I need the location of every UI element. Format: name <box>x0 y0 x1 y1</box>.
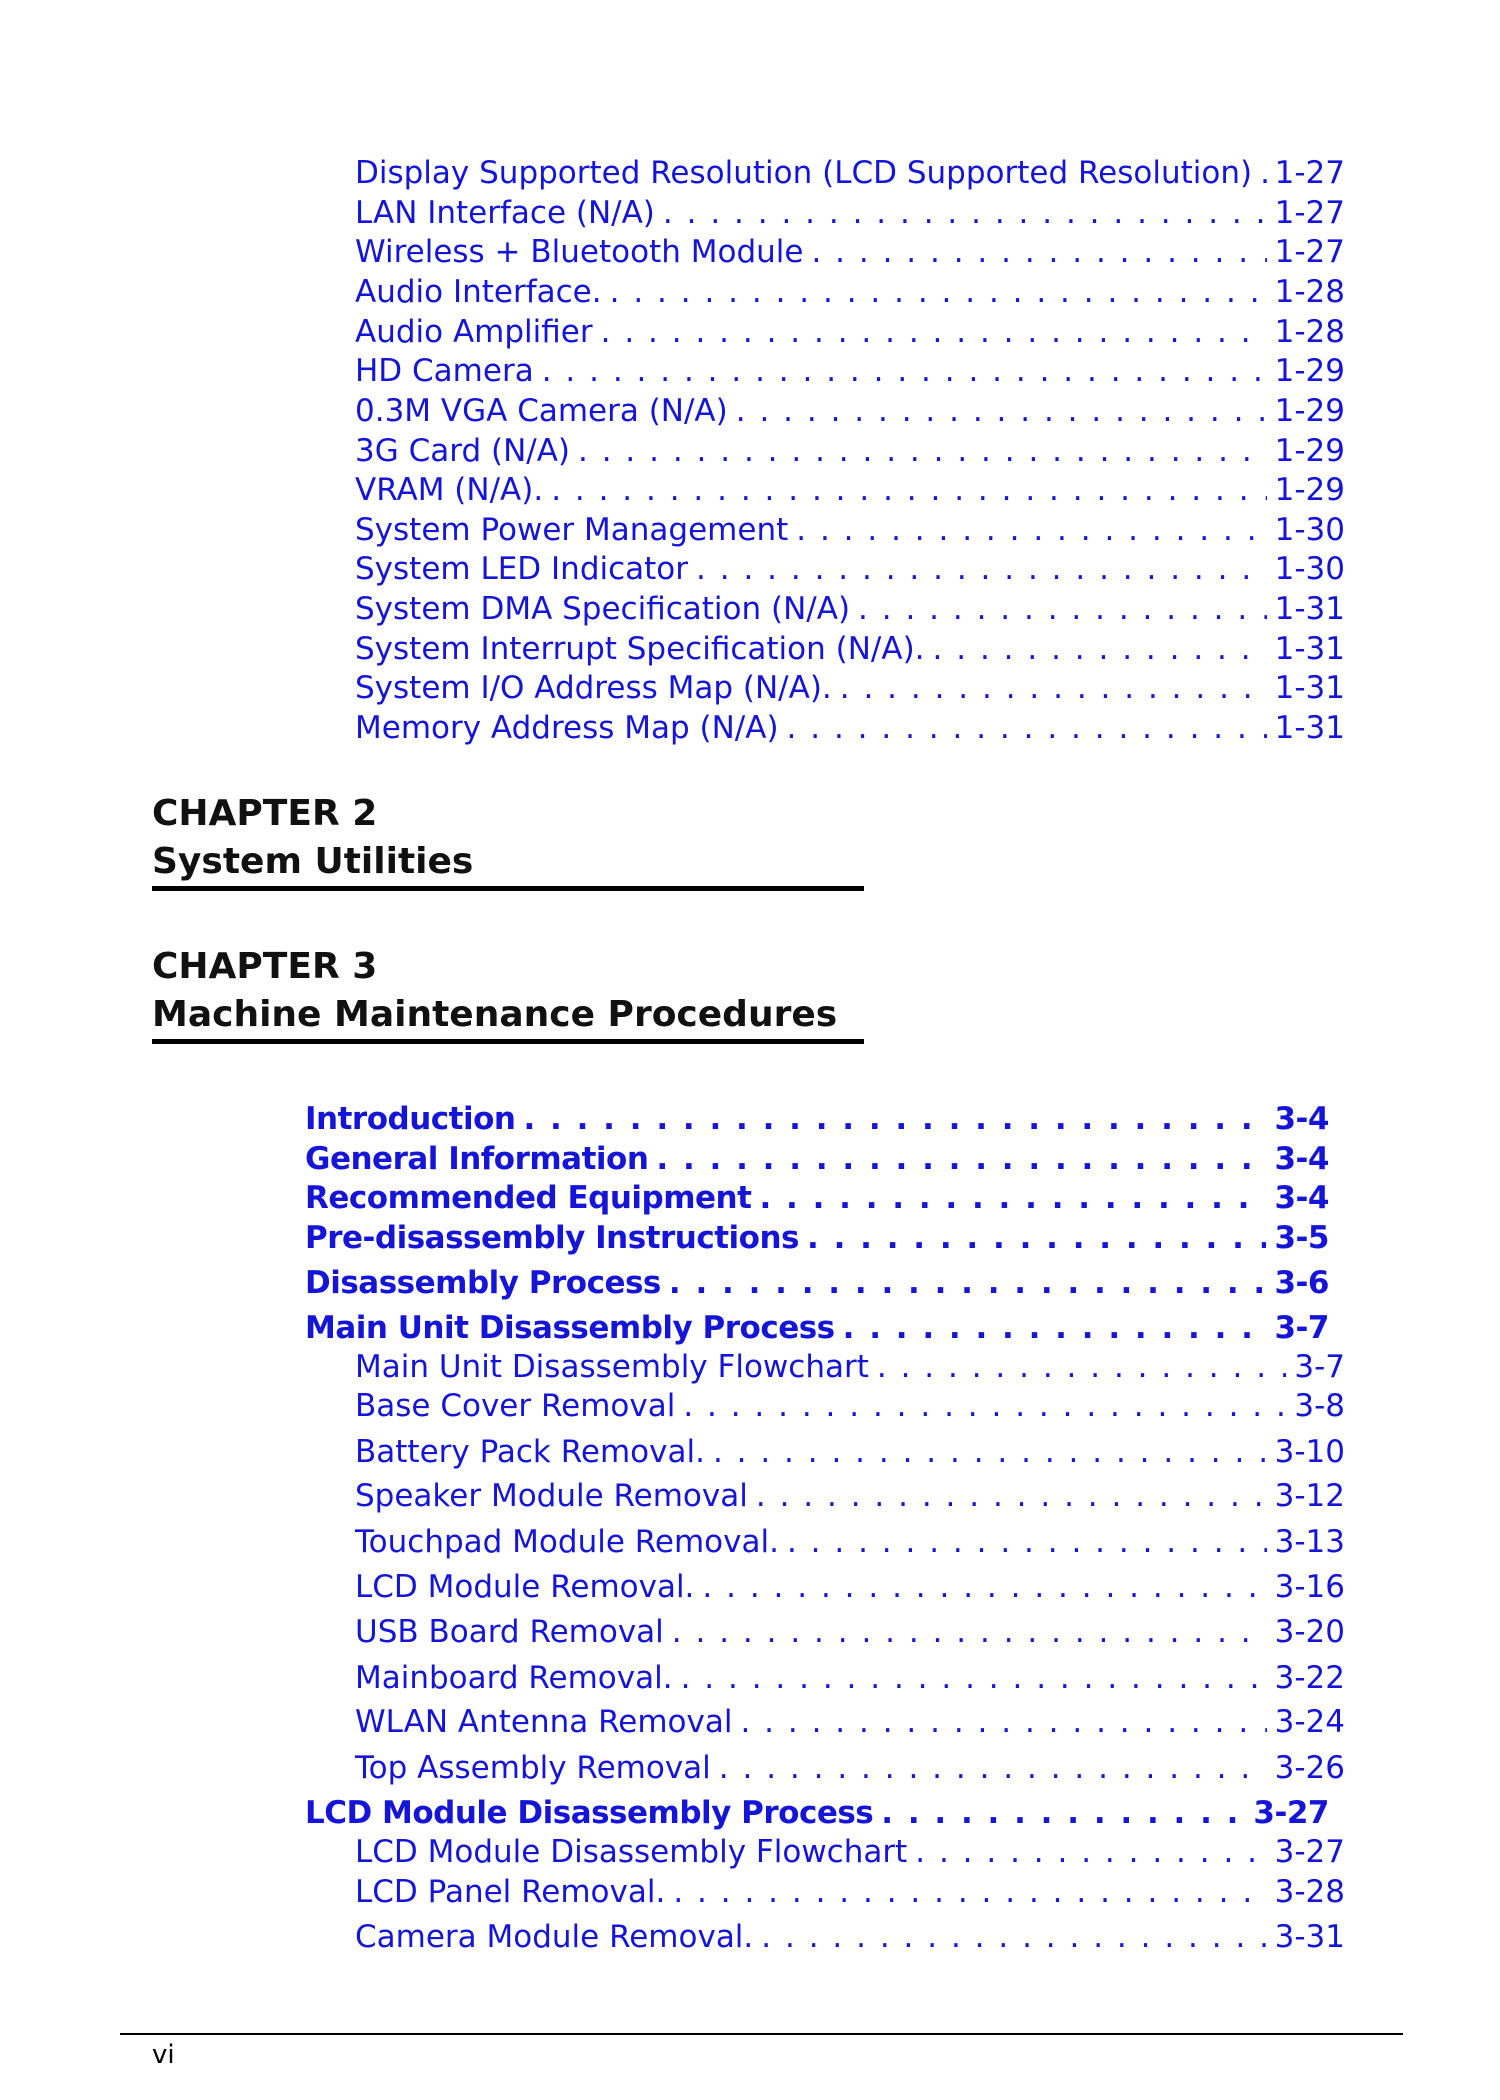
toc-dot-leader <box>787 708 1267 748</box>
toc-entry-title[interactable]: Main Unit Disassembly Flowchart <box>355 1349 869 1385</box>
toc-entry[interactable] <box>355 1522 1345 1562</box>
toc-dot-leader <box>811 232 1266 272</box>
toc-dot-leader <box>663 193 1267 233</box>
toc-entry-page[interactable]: 3-12 <box>1274 1478 1345 1514</box>
toc-dot-leader <box>523 1099 1266 1139</box>
toc-entry-title[interactable]: HD Camera <box>355 353 534 389</box>
toc-dot-leader <box>843 1308 1267 1348</box>
toc-dot-leader <box>719 1748 1267 1788</box>
toc-dot-leader <box>736 391 1267 431</box>
toc-dot-leader <box>881 1793 1245 1833</box>
toc-entry-page[interactable]: 3-10 <box>1274 1434 1345 1470</box>
toc-entry[interactable] <box>355 1702 1345 1742</box>
toc-entry[interactable] <box>355 1612 1345 1652</box>
toc-dot-leader <box>761 1917 1266 1957</box>
toc-entry-title[interactable]: System I/O Address Map (N/A). <box>355 670 832 706</box>
toc-dot-leader <box>551 470 1266 510</box>
toc-dot-leader <box>683 1386 1286 1426</box>
toc-dot-leader <box>807 1218 1266 1258</box>
toc-entry-page[interactable]: 3-22 <box>1274 1660 1345 1696</box>
toc-dot-leader <box>787 1522 1267 1562</box>
toc-entry-title[interactable]: General Information <box>305 1141 649 1177</box>
toc-entry-title[interactable]: 3G Card (N/A) <box>355 433 571 469</box>
chapter-title: Machine Maintenance Procedures <box>152 994 838 1035</box>
toc-dot-leader <box>610 272 1267 312</box>
chapter-title: System Utilities <box>152 841 474 882</box>
toc-entry[interactable] <box>355 431 1345 471</box>
toc-entry-title[interactable]: Mainboard Removal. <box>355 1660 673 1696</box>
toc-entry-page[interactable]: 3-24 <box>1274 1704 1345 1740</box>
toc-dot-leader <box>1260 153 1267 193</box>
toc-entry-page[interactable]: 3-20 <box>1274 1614 1345 1650</box>
toc-entry[interactable] <box>305 1793 1329 1833</box>
toc-entry-page[interactable]: 3-7 <box>1274 1310 1329 1346</box>
toc-entry-title[interactable]: System DMA Specification (N/A) <box>355 591 851 627</box>
toc-entry[interactable] <box>355 1658 1345 1698</box>
toc-entry-page[interactable]: 1-30 <box>1274 512 1345 548</box>
toc-entry-page[interactable]: 3-27 <box>1253 1795 1329 1831</box>
toc-entry-page[interactable]: 1-27 <box>1274 195 1345 231</box>
toc-dot-leader <box>672 1612 1267 1652</box>
toc-entry-page[interactable]: 3-8 <box>1294 1388 1345 1424</box>
toc-entry-title[interactable]: Memory Address Map (N/A) <box>355 710 779 746</box>
toc-entry[interactable] <box>305 1139 1329 1179</box>
toc-dot-leader <box>656 1139 1266 1179</box>
toc-entry[interactable] <box>355 708 1345 748</box>
toc-entry[interactable] <box>355 1872 1345 1912</box>
toc-entry-page[interactable]: 1-31 <box>1274 591 1345 627</box>
toc-entry[interactable] <box>355 232 1345 272</box>
toc-entry-title[interactable]: Recommended Equipment <box>305 1180 752 1216</box>
toc-dot-leader <box>702 1567 1266 1607</box>
toc-entry[interactable] <box>355 312 1345 352</box>
toc-dot-leader <box>877 1347 1286 1387</box>
toc-entry-title[interactable]: LCD Panel Removal. <box>355 1874 666 1910</box>
toc-entry[interactable] <box>355 193 1345 233</box>
chapter-3-heading <box>152 943 864 1044</box>
toc-entry[interactable] <box>355 549 1345 589</box>
toc-entry-title[interactable]: Camera Module Removal. <box>355 1919 754 1955</box>
toc-entry-page[interactable]: 3-16 <box>1274 1569 1345 1605</box>
toc-entry-page[interactable]: 3-7 <box>1294 1349 1345 1385</box>
toc-entry-page[interactable]: 3-28 <box>1274 1874 1345 1910</box>
toc-dot-leader <box>858 589 1267 629</box>
toc-dot-leader <box>681 1658 1267 1698</box>
toc-entry[interactable] <box>355 1748 1345 1788</box>
toc-entry[interactable] <box>355 351 1345 391</box>
chapter-2-heading <box>152 790 864 891</box>
toc-entry-title[interactable]: System LED Indicator <box>355 551 689 587</box>
toc-entry[interactable] <box>355 470 1345 510</box>
toc-entry[interactable] <box>355 1386 1345 1426</box>
toc-entry-title[interactable]: LCD Module Disassembly Flowchart <box>355 1834 908 1870</box>
toc-entry[interactable] <box>355 1832 1345 1872</box>
toc-dot-leader <box>578 431 1267 471</box>
toc-entry-page[interactable]: 3-27 <box>1274 1834 1345 1870</box>
toc-dot-leader <box>759 1178 1266 1218</box>
toc-entry[interactable] <box>355 1917 1345 1957</box>
toc-entry-title[interactable]: Battery Pack Removal. <box>355 1434 705 1470</box>
toc-entry-title[interactable]: WLAN Antenna Removal <box>355 1704 733 1740</box>
toc-entry-title[interactable]: Base Cover Removal <box>355 1388 676 1424</box>
toc-entry-title[interactable]: Display Supported Resolution (LCD Supported Resolution) <box>355 155 1253 191</box>
toc-entry-page[interactable]: 3-31 <box>1274 1919 1345 1955</box>
toc-entry-title[interactable]: Main Unit Disassembly Process <box>305 1310 835 1346</box>
toc-entry-page[interactable]: 3-13 <box>1274 1524 1345 1560</box>
toc-entry-page[interactable]: 1-29 <box>1274 433 1345 469</box>
toc-entry-page[interactable]: 3-4 <box>1274 1141 1329 1177</box>
toc-entry-page[interactable]: 1-31 <box>1274 710 1345 746</box>
toc-dot-leader <box>713 1432 1267 1472</box>
toc-entry-title[interactable]: Wireless + Bluetooth Module <box>355 234 804 270</box>
toc-entry-page[interactable]: 1-27 <box>1274 155 1345 191</box>
toc-entry-title[interactable]: LAN Interface (N/A) <box>355 195 655 231</box>
toc-entry[interactable] <box>355 1476 1345 1516</box>
toc-entry-page[interactable]: 1-29 <box>1274 353 1345 389</box>
toc-entry[interactable] <box>355 510 1345 550</box>
toc-dot-leader <box>840 668 1267 708</box>
toc-entry[interactable] <box>355 153 1345 193</box>
toc-entry-title[interactable]: System Power Management <box>355 512 789 548</box>
toc-entry-title[interactable]: 0.3M VGA Camera (N/A) <box>355 393 728 429</box>
toc-dot-leader <box>796 510 1266 550</box>
toc-entry-page[interactable]: 1-27 <box>1274 234 1345 270</box>
toc-entry[interactable] <box>355 629 1345 669</box>
toc-entry-title[interactable]: Top Assembly Removal <box>355 1750 711 1786</box>
chapter-label: CHAPTER 3 <box>152 946 378 987</box>
footer-rule <box>120 2033 1403 2035</box>
toc-entry[interactable] <box>305 1218 1329 1258</box>
toc-entry-page[interactable]: 1-28 <box>1274 314 1345 350</box>
toc-dot-leader <box>915 1832 1266 1872</box>
toc-entry-page[interactable]: 3-6 <box>1274 1265 1329 1301</box>
toc-entry-title[interactable]: USB Board Removal <box>355 1614 664 1650</box>
chapter-label: CHAPTER 2 <box>152 793 378 834</box>
toc-dot-leader <box>669 1263 1267 1303</box>
toc-entry[interactable] <box>355 272 1345 312</box>
toc-entry-title[interactable]: Audio Amplifier <box>355 314 593 350</box>
toc-entry-title[interactable]: Pre-disassembly Instructions <box>305 1220 800 1256</box>
toc-dot-leader <box>601 312 1267 352</box>
toc-entry-page[interactable]: 1-30 <box>1274 551 1345 587</box>
toc-dot-leader <box>696 549 1267 589</box>
toc-dot-leader <box>542 351 1267 391</box>
toc-entry[interactable] <box>355 1347 1345 1387</box>
toc-entry-title[interactable]: Disassembly Process <box>305 1265 661 1301</box>
toc-entry[interactable] <box>355 391 1345 431</box>
toc-entry-title[interactable]: Speaker Module Removal <box>355 1478 748 1514</box>
toc-entry[interactable] <box>355 668 1345 708</box>
toc-entry[interactable] <box>355 1432 1345 1472</box>
toc-entry-page[interactable]: 1-31 <box>1274 631 1345 667</box>
toc-dot-leader <box>756 1476 1267 1516</box>
toc-dot-leader <box>740 1702 1266 1742</box>
toc-entry-title[interactable]: Introduction <box>305 1101 516 1137</box>
page-number: vi <box>152 2040 175 2070</box>
toc-dot-leader <box>933 629 1267 669</box>
toc-entry-page[interactable]: 1-31 <box>1274 670 1345 706</box>
toc-entry[interactable] <box>355 589 1345 629</box>
toc-entry-page[interactable]: 1-29 <box>1274 472 1345 508</box>
toc-entry-title[interactable]: Touchpad Module Removal. <box>355 1524 779 1560</box>
toc-entry-page[interactable]: 1-28 <box>1274 274 1345 310</box>
toc-entry-page[interactable]: 3-5 <box>1274 1220 1329 1256</box>
toc-entry-page[interactable]: 1-29 <box>1274 393 1345 429</box>
toc-entry-page[interactable]: 3-4 <box>1274 1101 1329 1137</box>
toc-entry[interactable] <box>355 1567 1345 1607</box>
toc-entry[interactable] <box>305 1263 1329 1303</box>
toc-entry-page[interactable]: 3-26 <box>1274 1750 1345 1786</box>
toc-entry-title[interactable]: Audio Interface. <box>355 274 602 310</box>
toc-entry-title[interactable]: VRAM (N/A). <box>355 472 544 508</box>
toc-entry-title[interactable]: LCD Module Removal. <box>355 1569 695 1605</box>
toc-entry-title[interactable]: System Interrupt Specification (N/A). <box>355 631 925 667</box>
toc-entry[interactable] <box>305 1178 1329 1218</box>
toc-entry-title[interactable]: LCD Module Disassembly Process <box>305 1795 874 1831</box>
toc-entry[interactable] <box>305 1099 1329 1139</box>
toc-dot-leader <box>673 1872 1266 1912</box>
toc-entry[interactable] <box>305 1308 1329 1348</box>
toc-entry-page[interactable]: 3-4 <box>1274 1180 1329 1216</box>
